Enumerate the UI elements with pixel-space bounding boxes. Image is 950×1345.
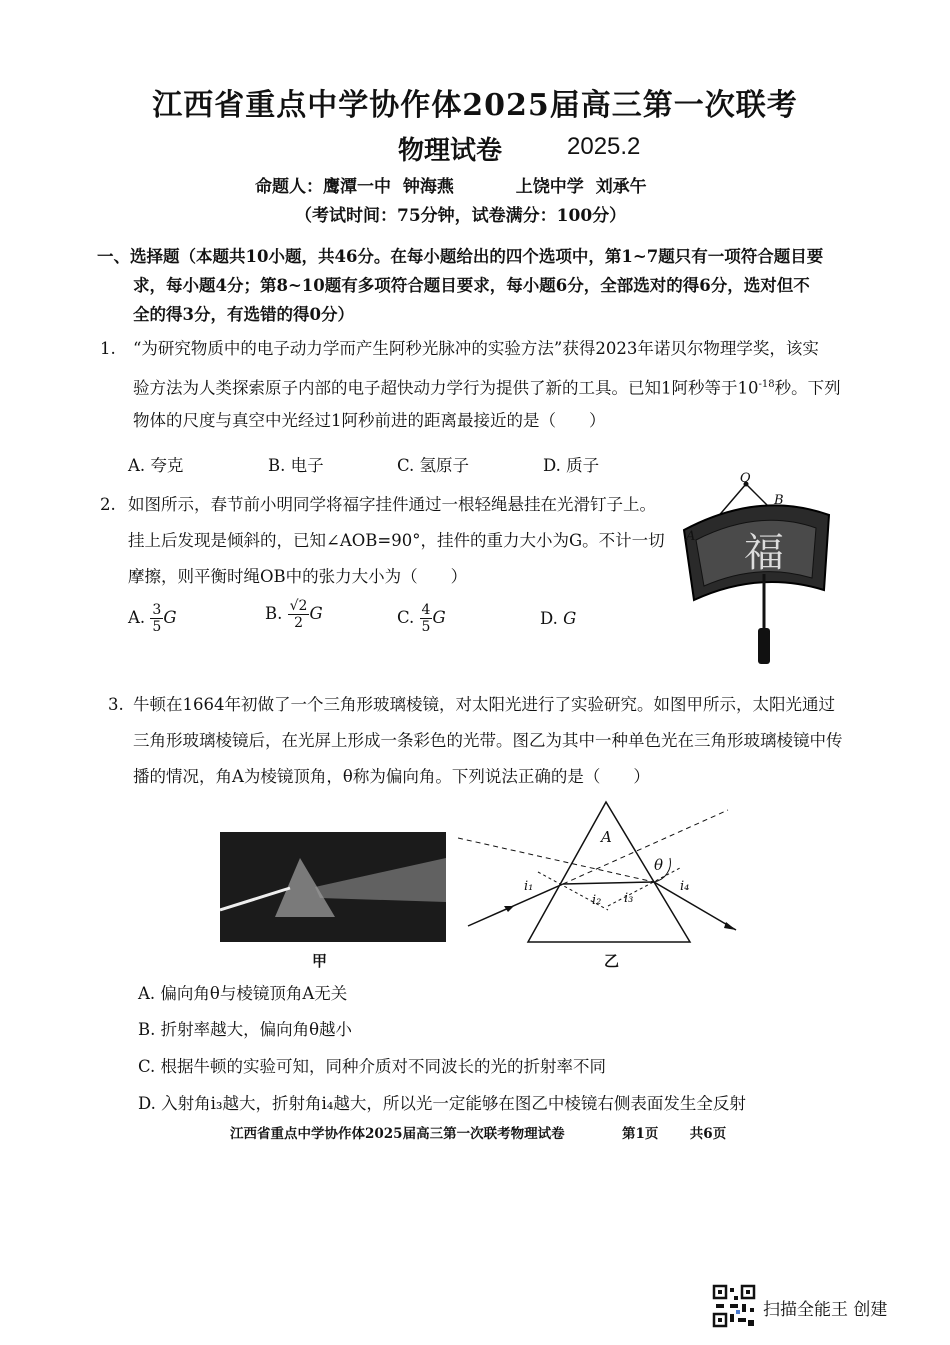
- exam-info: （考试时间：75分钟，试卷满分：100分）: [295, 206, 627, 226]
- q2-number: 2.: [100, 495, 116, 514]
- label-b: B: [774, 493, 784, 508]
- q2-line3: 摩擦，则平衡时绳OB中的张力大小为（ ）: [128, 567, 468, 586]
- exit-extension: [458, 838, 654, 882]
- label-i4: i₄: [680, 879, 690, 894]
- q2-option-d-g: G: [563, 609, 577, 628]
- q2-option-b-g: G: [309, 604, 323, 623]
- exit-arrow: [724, 922, 736, 930]
- q3-line1: 牛顿在1664年初做了一个三角形玻璃棱镜，对太阳光进行了实验研究。如图甲所示，太阳光通过: [133, 695, 835, 714]
- q1-line3: 物体的尺度与真空中光经过1阿秒前进的距离最接近的是（ ）: [133, 411, 606, 430]
- authors-line: [255, 172, 647, 197]
- label-theta: θ: [654, 856, 664, 874]
- q2-option-a-num: 3: [152, 602, 162, 618]
- q2-option-a-den: 5: [152, 619, 162, 635]
- q2-option-a[interactable]: [128, 602, 177, 635]
- q2-line2: 挂上后发现是倾斜的，已知∠AOB=90°，挂件的重力大小为G。不计一切: [128, 531, 665, 550]
- q2-option-c-g: G: [432, 608, 446, 627]
- q1-option-b[interactable]: B. 电子: [268, 456, 324, 475]
- q1-line2: [133, 370, 841, 403]
- author1-school: 鹰潭一中: [323, 177, 391, 197]
- q2-option-c-label: C.: [397, 608, 415, 627]
- q2-line1: 如图所示，春节前小明同学将福字挂件通过一根轻绳悬挂在光滑钉子上。: [128, 495, 656, 514]
- q2-option-c[interactable]: [397, 602, 446, 635]
- incident-extension: [563, 810, 728, 884]
- q1-line2-pre: 验方法为人类探索原子内部的电子超快动力学行为提供了新的工具。已知1阿秒等于10: [133, 378, 759, 398]
- caption-jia: 甲: [312, 952, 328, 970]
- q1-line1: “为研究物质中的电子动力学而产生阿秒光脉冲的实验方法”获得2023年诺贝尔物理学奖，该实: [133, 339, 819, 358]
- footer-total: 共6页: [689, 1126, 727, 1142]
- q1-line2-exp: -18: [758, 379, 775, 390]
- label-i1: i₁: [524, 879, 534, 894]
- author2-school: 上饶中学: [515, 177, 584, 197]
- exit-ray: [654, 882, 736, 930]
- label-apex-a: A: [601, 828, 612, 846]
- q3-option-b[interactable]: B. 折射率越大，偏向角θ越小: [138, 1020, 353, 1039]
- q3-option-c[interactable]: C. 根据牛顿的实验可知，同种介质对不同波长的光的折射率不同: [138, 1057, 607, 1076]
- author1-name: 钟海燕: [402, 177, 454, 197]
- footer-page: 第1页: [621, 1126, 659, 1142]
- exam-title: 江西省重点中学协作体2025届高三第一次联考: [152, 88, 798, 123]
- subject-title: 物理试卷: [398, 136, 503, 166]
- q2-option-c-den: 5: [421, 619, 431, 635]
- author2-name: 刘承午: [595, 177, 647, 197]
- q2-option-a-fraction: [150, 602, 163, 635]
- page-footer: [230, 1122, 726, 1142]
- q2-option-b-fraction: [288, 598, 310, 631]
- q3-number: 3.: [108, 695, 124, 714]
- q1-option-a[interactable]: A. 夸克: [128, 456, 184, 475]
- q3-figure-jia: [220, 832, 446, 942]
- q2-option-b-num: √2: [289, 598, 308, 614]
- q1-number: 1.: [100, 339, 116, 358]
- q3-option-a[interactable]: A. 偏向角θ与棱镜顶角A无关: [138, 984, 348, 1003]
- q2-option-d-label: D.: [540, 609, 558, 628]
- q1-option-c[interactable]: C. 氢原子: [397, 456, 470, 475]
- label-o: O: [740, 471, 751, 486]
- q3-line3: 播的情况，角A为棱镜顶角，θ称为偏向角。下列说法正确的是（ ）: [133, 767, 650, 786]
- rope-ob: [746, 484, 768, 506]
- section1-line1: 一、选择题（本题共10小题，共46分。在每小题给出的四个选项中，第1~7题只有一项符合题目要: [97, 247, 824, 266]
- authors-label: 命题人：: [255, 177, 323, 197]
- q2-option-b-den: 2: [294, 615, 303, 631]
- caption-yi: 乙: [604, 952, 620, 970]
- q3-option-d[interactable]: D. 入射角i₃越大，折射角i₄越大，所以光一定能够在图乙中棱镜右侧表面发生全反射: [138, 1094, 746, 1113]
- section1-line3: 全的得3分，有选错的得0分）: [133, 305, 354, 324]
- fu-char: 福: [744, 530, 784, 576]
- q2-option-c-fraction: [420, 602, 433, 635]
- internal-ray: [563, 882, 654, 884]
- q2-figure: [664, 470, 844, 670]
- footer-title: 江西省重点中学协作体2025届高三第一次联考物理试卷: [230, 1126, 565, 1142]
- q1-option-d[interactable]: D. 质子: [543, 456, 600, 475]
- exam-date: 2025.2: [567, 133, 641, 160]
- tassel: [758, 628, 770, 664]
- q2-option-c-num: 4: [421, 602, 431, 618]
- label-a: A: [686, 529, 696, 544]
- q3-figure-yi: [458, 798, 748, 948]
- q2-option-b-label: B.: [265, 604, 283, 623]
- q1-line2-post: 秒。下列: [774, 378, 841, 398]
- q2-option-d[interactable]: [540, 609, 576, 628]
- section1-line2: 求，每小题4分；第8~10题有多项符合题目要求，每小题6分，全部选对的得6分，选对但不: [133, 276, 810, 295]
- scanner-watermark: 扫描全能王 创建: [763, 1300, 888, 1320]
- label-i2: i₂: [592, 893, 602, 908]
- q3-line2: 三角形玻璃棱镜后，在光屏上形成一条彩色的光带。图乙为其中一种单色光在三角形玻璃棱镜中传: [133, 731, 843, 750]
- q2-option-a-g: G: [163, 608, 177, 627]
- q2-option-b[interactable]: [265, 598, 323, 631]
- qr-code-icon: [712, 1284, 756, 1328]
- label-i3: i₃: [624, 891, 634, 906]
- q2-option-a-label: A.: [128, 608, 146, 627]
